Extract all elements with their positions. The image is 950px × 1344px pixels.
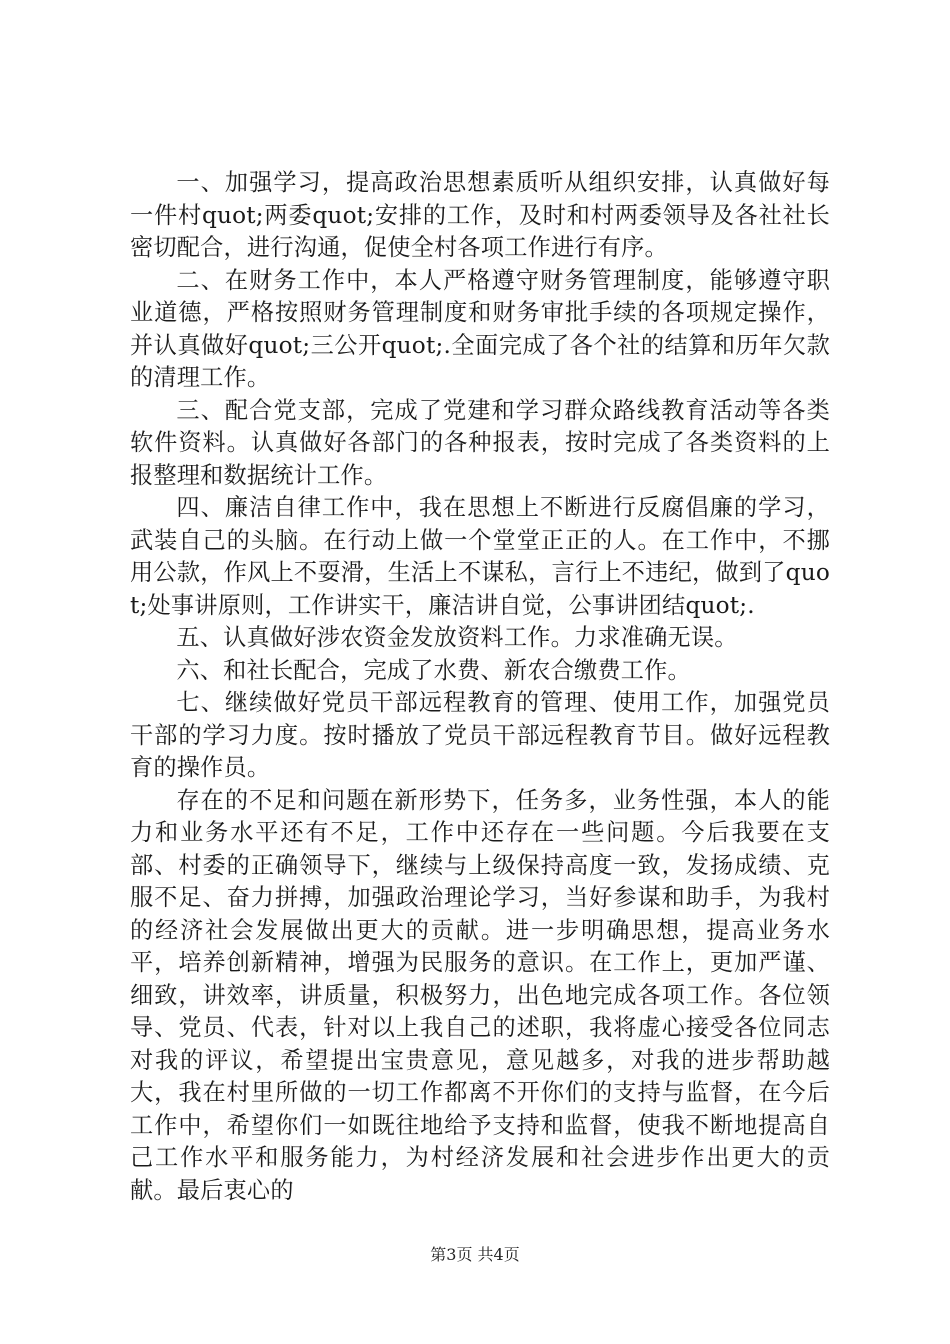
page-number-footer: 第3页 共4页 (430, 1245, 520, 1264)
paragraph-study: 一、加强学习，提高政治思想素质听从组织安排，认真做好每一件村quot;两委quot;安排的工作，及时和村两委领导及各社社长密切配合，进行沟通，促使全村各项工作进行有序。 (130, 169, 830, 261)
paragraph-agri-funds: 五、认真做好涉农资金发放资料工作。力求准确无误。 (176, 624, 738, 651)
paragraph-shortcomings: 存在的不足和问题在新形势下，任务多，业务性强，本人的能力和业务水平还有不足，工作中还存在一些问题。今后我要在支部、村委的正确领导下，继续与上级保持高度一致，发扬成绩、克服不足、奋力拼搏，加强政治理论学习，当好参谋和助手，为我村的经济社会发展做出更大的贡献。进一步明确思想，提高业务水平，培养创新精神，增强为民服务的意识。在工作上，更加严谨、细致，讲效率，讲质量，积极努力，出色地完成各项工作。各位领导、党员、代表，针对以上我自己的述职，我将虚心接受各位同志对我的评议，希望提出宝贵意见，意见越多，对我的进步帮助越大，我在村里所做的一切工作都离不开你们的支持与监督，在今后工作中，希望你们一如既往地给予支持和监督，使我不断地提高自己工作水平和服务能力，为村经济发展和社会进步作出更大的贡献。最后衷心的 (130, 786, 830, 1204)
paragraph-remote-education: 七、继续做好党员干部远程教育的管理、使用工作，加强党员干部的学习力度。按时播放了党员干部远程教育节目。做好远程教育的操作员。 (130, 689, 830, 781)
paragraph-party-branch: 三、配合党支部，完成了党建和学习群众路线教育活动等各类软件资料。认真做好各部门的各种报表，按时完成了各类资料的上报整理和数据统计工作。 (130, 396, 830, 489)
paragraph-finance: 二、在财务工作中，本人严格遵守财务管理制度，能够遵守职业道德，严格按照财务管理制度和财务审批手续的各项规定操作，并认真做好quot;三公开quot;.全面完成了各个社的结算和历年欠款的清理工作。 (130, 266, 830, 391)
paragraph-integrity: 四、廉洁自律工作中，我在思想上不断进行反腐倡廉的学习，武装自己的头脑。在行动上做一个堂堂正正的人。在工作中，不挪用公款，作风上不耍滑，生活上不谋私，言行上不违纪，做到了quot;处事讲原则，工作讲实干，廉洁讲自觉，公事讲团结quot;. (130, 494, 830, 619)
document-body (130, 167, 830, 1207)
paragraph-fees: 六、和社长配合，完成了水费、新农合缴费工作。 (176, 656, 691, 684)
